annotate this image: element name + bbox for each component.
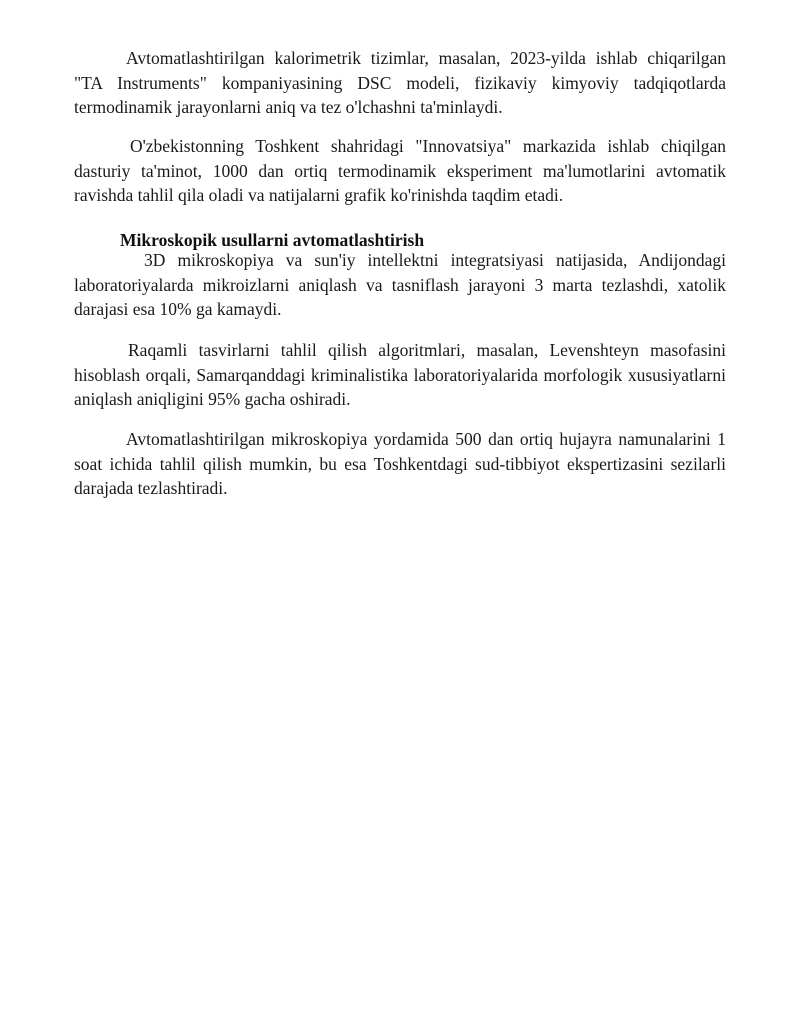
paragraph-automated-microscopy: Avtomatlashtirilgan mikroskopiya yordamida 500 dan ortiq hujayra namunalarini 1 soat ichida tahlil qilish mumkin, bu esa Toshkentdagi sud-tibbiyot ekspertizasini sezilarli darajada tezlashtiradi. <box>74 429 726 498</box>
paragraph-3d-microscopy: 3D mikroskopiya va sun'iy intellektni integratsiyasi natijasida, Andijondagi laboratoriyalarda mikroizlarni aniqlash va tasniflash jarayoni 3 marta tezlashdi, xatolik darajasi esa 10% ga kamaydi. <box>74 250 726 319</box>
paragraph-innovation-software: O'zbekistonning Toshkent shahridagi "Innovatsiya" markazida ishlab chiqilgan dasturiy ta'minot, 1000 dan ortiq termodinamik eksperiment ma'lumotlarini avtomatik ravishda tahlil qila oladi va natijalarni grafik ko'rinishda taqdim etadi. <box>74 136 726 205</box>
section-heading: Mikroskopik usullarni avtomatlashtirish <box>120 230 425 250</box>
paragraph-image-analysis: Raqamli tasvirlarni tahlil qilish algoritmlari, masalan, Levenshteyn masofasini hisoblash orqali, Samarqanddagi kriminalistika laboratoriyalarida morfologik xususiyatlarni aniqlash aniqligini 95% gacha oshiradi. <box>74 340 726 409</box>
paragraph-calorimetric-systems: Avtomatlashtirilgan kalorimetrik tizimlar, masalan, 2023-yilda ishlab chiqarilgan "TA Instruments" kompaniyasining DSC modeli, fizikaviy kimyoviy tadqiqotlarda termodinamik jarayonlarni aniq va tez o'lchashni ta'minlaydi. <box>74 48 726 117</box>
